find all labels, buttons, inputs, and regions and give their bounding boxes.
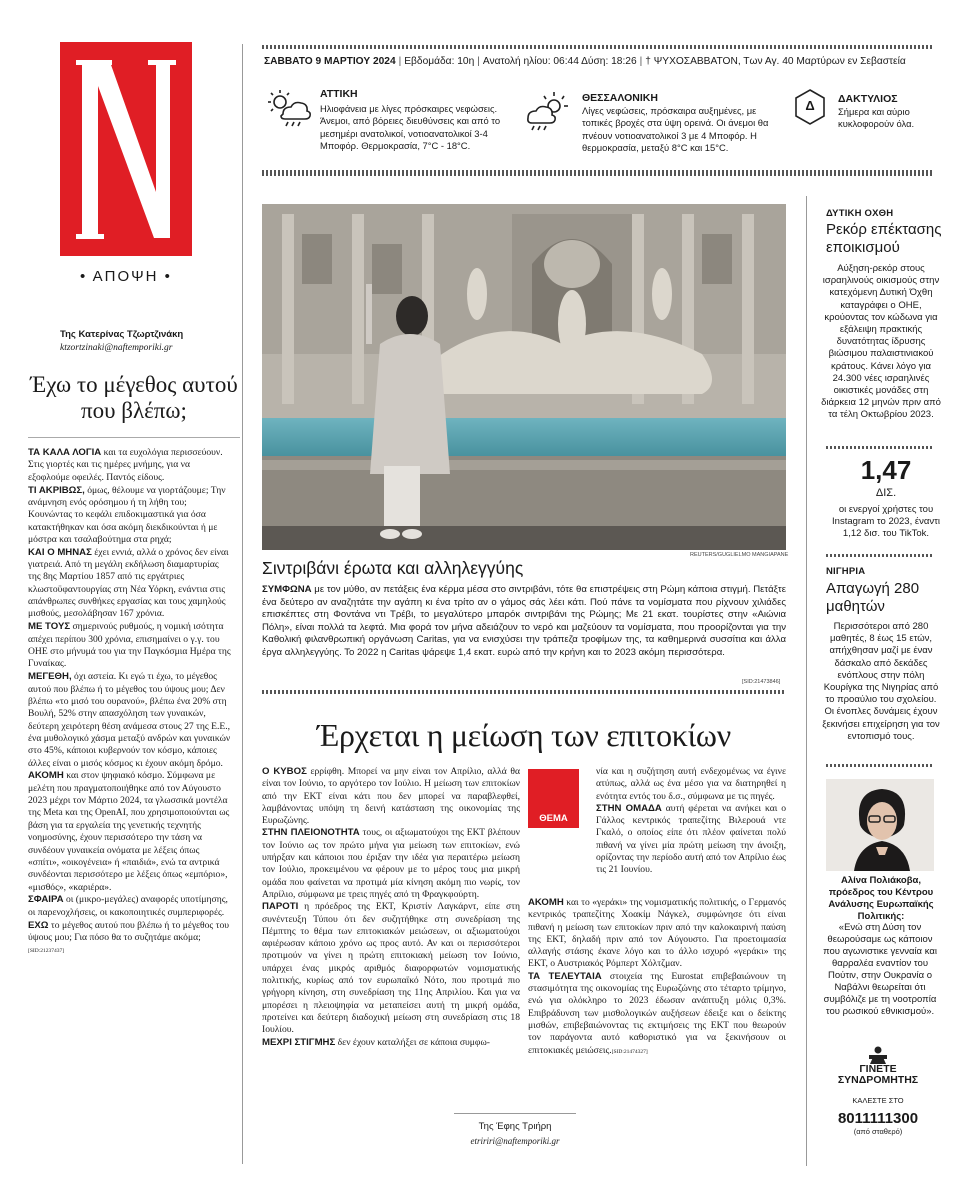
story-title: Απαγωγή 280 μαθητών [826, 580, 920, 615]
weather-name-attica: ΑΤΤΙΚΗ [320, 88, 358, 100]
author-name: Της Κατερίνας Τζωρτζινάκη [60, 329, 184, 340]
photo-credit: REUTERS/GUGLIELMO MANGIAPANE [690, 552, 789, 558]
article-paragraph: ΜΕΧΡΙ ΣΤΙΓΜΗΣ δεν έχουν καταλήξει σε κάποια συμφω- [262, 1036, 490, 1048]
traffic-ring-badge: Δ [805, 98, 815, 113]
article-paragraph: νία και η συζήτηση αυτή ενδεχομένως να έγινε ατύπως, αλλά ως ένα μέσο για να διατηρηθεί η ενότητα εντός του δ.σ., σύμφωνα με τις πηγές. [596, 766, 786, 802]
article-column-1 [262, 766, 520, 1049]
subscribe-phone[interactable]: 8011111300 [837, 1110, 919, 1127]
weather-text-attica: Ηλιοφάνεια με λίγες πρόσκαιρες νεφώσεις. Άνεμοι, από βόρειες διευθύνσεις και από το μεσημέρι ανατολικοί, νοτιοανατολικοί 3-4 Μποφόρ. Θερμοκρασία, 7°C - 18°C. [320, 103, 501, 152]
theme-tag: ΘΕΜΑ [528, 769, 579, 828]
quote-text: «Ενώ στη Δύση τον θεωρούσαμε ως κάποιον που αγωνιστικε γενναία και θαρραλέα εναντίον του Πούτιν, στην Ουκρανία ο Ναβάλνι θεωρείται ότι συμβόλιζε με τη νοοτροπία του ρωσικού εθνικισμού». [823, 922, 937, 1017]
logo [60, 42, 192, 256]
story-title: Ρεκόρ επέκτασης εποικισμού [826, 221, 942, 256]
article-title: Έρχεται η μείωση των επιτοκίων [317, 717, 731, 753]
week-number: Εβδομάδα: 10η [404, 56, 475, 67]
column-rule [242, 44, 243, 1164]
traffic-ring-icon [790, 88, 830, 128]
subscribe-call: ΚΑΛΕΣΤΕ ΣΤΟ [852, 1096, 904, 1105]
author-email[interactable]: ktzortzinaki@naftemporiki.gr [60, 343, 173, 353]
newspaper-reader-icon [826, 1046, 930, 1064]
section-label: • ΑΠΟΨΗ • [80, 268, 172, 285]
sid-code: [SID:21237437] [28, 948, 65, 955]
article-byline: Της Έφης Τριήρη [478, 1121, 552, 1132]
divider [262, 170, 934, 176]
column-rule [806, 196, 807, 1166]
article-column-2a [596, 766, 786, 877]
saint-of-day: † ΨΥΧΟΣΑΒΒΑΤΟΝ, Των Αγ. 40 Μαρτύρων εν Σεβαστεία [645, 56, 906, 67]
avatar [826, 779, 934, 871]
article-email[interactable]: etririri@naftemporiki.gr [470, 1136, 560, 1146]
article-paragraph: ΠΑΡΟΤΙ η πρόεδρος της ΕΚΤ, Κριστίν Λαγκάρντ, είπε στη συνέντευξη Τύπου ότι δεν συζητήθηκε στη συνεδρίαση της Πέμπτης το θέμα των επιτοκιακών μειώσεων, οι αξιωματούχοι αφιέρωσαν κάποιο χρόνο ως προς αυτό. Αν και οι περισσότεροι προτιμούν να γίνει η πρώτη επιτοκιακή μείωση τον Ιούνιο, υπάρχει ένας μικρός αριθμός διαφορφωτών νομισματικής πολιτικής, κυρίως από τον ευρωπαϊκό Νότο, που προτιμά πιο γρήγορη κίνηση, στη συνεδρίαση της 11ης Απριλίου. Και για να μπορέσει η πλειοψηφία να μεταπείσει αυτή τη μικρή ομάδα, προτείνει και δεύτερη διαδοχική μείωση στη συνεδρίαση στις 18 Ιουλίου. [262, 901, 520, 1036]
weather-name-thessaloniki: ΘΕΣΣΑΛΟΝΙΚΗ [582, 92, 658, 104]
subscribe-note: (από σταθερό) [853, 1127, 903, 1136]
opinion-paragraph: ΕΧΩ το μέγεθος αυτού που βλέπω ή το μέγεθος του ύψους μου; Για πόσο θα το συζητάμε ακόμα; [SID:21237437] [28, 919, 230, 955]
opinion-paragraph: ΚΑΙ Ο ΜΗΝΑΣ έχει εννιά, αλλά ο χρόνος δεν είναι γιατρειά. Από τη μεγάλη εκδήλωση διαμαρτυρίας της 8ης Μαρτίου 1857 από τις εργάτριες κλωστοϋφαντουργίας στη Νέα Υόρκη, ενάντια στις απάνθρωπες συνθήκες εργασίας και τους χαμηλούς μισθούς, μεσολάβησαν 167 χρόνια. [28, 546, 229, 620]
weather-text-thessaloniki: Λίγες νεφώσεις, πρόσκαιρα αυξημένες, με τοπικές βροχές στα ύψη ορεινά. Οι άνεμοι θα πνέουν νοτιοανατολικοί 3 με 4 Μποφόρ. Η θερμοκρασία, μεταξύ 8°C και 15°C. [582, 105, 769, 154]
sun-rain-icon [264, 88, 312, 128]
article-paragraph: ΣΤΗΝ ΠΛΕΙΟΝΟΤΗΤΑ τους, οι αξιωματούχοι της ΕΚΤ βλέπουν τον Ιούνιο ως τον πρώτο μήνα για μείωση των επιτοκίων, ενώ υπήρξαν και κάποιοι που έριξαν την ιδέα για περαιτέρω μείωση τον Ιούλιο, προκειμένου να φέρουν με το μέρος τους μια μικρή ομάδα που φαίνεται να προτιμά μία κίνηση ακόμη πιο νωρίς, τον Απρίλιο, σύμφωνα με τρεις πηγές από τη Φραγκφούρτη. [262, 827, 520, 900]
story-kicker: ΝΙΓΗΡΙΑ [826, 566, 866, 577]
photo-title: Σιντριβάνι έρωτα και αλληλεγγύης [262, 558, 524, 578]
logo-mark [60, 42, 192, 256]
stat-unit: ΔΙΣ. [875, 487, 897, 499]
stat-text: οι ενεργοί χρήστες του Instagram το 2023, έναντι 1,12 δισ. του TikTok. [832, 504, 940, 540]
story-text: Περισσότεροι από 280 μαθητές, 8 έως 15 ετών, απήχθησαν μαζί με έναν δάσκαλο από δεκάδες ενόπλους στην πόλη Κουρίγκα της Νιγηρίας από το προαύλιο του σχολείου. Οι ένοπλες δυνάμεις έχουν ξεκινήσει επιχείρηση για τον εντοπισμό τους. [822, 621, 940, 742]
divider [826, 446, 934, 449]
sid-code: [SID:21474327] [611, 1048, 648, 1055]
opinion-paragraph: ΜΕΓΕΘΗ, όχι αστεία. Κι εγώ τι έχω, το μέγεθος αυτού που βλέπω ή το μέγεθος του ύψους μου; Δεν βλέπω «το μισό του ουρανού», βλέπω ένα 20% στη Βουλή, 52% στην απασχόληση των γυναικών, δεύτερη χειρότερη θέση ανάμεσα στους 27 της Ε.Ε., ένα μυθολογικό χάσμα μεταξύ ανδρών και γυναικών στο 45%, κάποιοι κυβερνούν τον κόσμο, κάποιες άλλες είναι ο μισός κόσμος κι έχουν ακόμη δρόμο. [28, 671, 231, 769]
story-kicker: ΔΥΤΙΚΗ ΟΧΘΗ [826, 208, 894, 219]
opinion-body [28, 447, 232, 958]
opinion-paragraph: ΑΚΟΜΗ και στον ψηφιακό κόσμο. Σύμφωνα με μελέτη που πραγματοποιήθηκε από τον Αύγουστο 2023 μέχρι τον Μάρτιο 2024, τα γλωσσικά μοντέλα της Meta και της OpenAI, που χρησιμοποιούνται ως βάση για τα εργαλεία της γενετικής τεχνητής νοημοσύνης, έχουν περισσότερο την τάση να συνδέουν γυναικεία ονόματα με λέξεις όπως «σπίτι», «οικογένεια» ή «παιδιά», ενώ τα αντρικά συνδέονται περισσότερο με λέξεις όπως «εμπόριο», «μισθός», «καριέρα». [28, 770, 230, 893]
article-paragraph: ΑΚΟΜΗ και το «γεράκι» της νομισματικής πολιτικής, ο Γερμανός κεντρικός τραπεζίτης Χοακίμ Νάγκελ, συμφώνησε ότι είναι πιθανή η μείωση των επιτοκίων πριν από την καλοκαιρινή παύση της ΕΚΤ, δηλαδή πριν από τον Αύγουστο. Για προετοιμασία αλλαγής στάσης έκανε λόγο και το άλλο ισχυρό «γεράκι» της ΕΚΤ, ο Αυστριακός Ρόμπερτ Χόλτζμαν. [528, 897, 786, 970]
sid-code: [SID:21473846] [742, 679, 781, 685]
article-paragraph: ΣΤΗΝ ΟΜΑΔΑ αυτή φέρεται να ανήκει και ο Γάλλος κεντρικός τραπεζίτης Βιλερουά ντε Γκαλό, ο οποίος είπε ότι πλέον φαίνεται πολύ πιθανή να γίνει μία πρώτη μείωση την άνοιξη, ορίζοντας την περίοδο αυτή από τον Απρίλιο έως τις 21 Ιουνίου. [596, 802, 786, 876]
subscribe-title: ΓΙΝΕΤΕ ΣΥΝΔΡΟΜΗΤΗΣ [837, 1063, 919, 1086]
sun-times: Ανατολή ηλίου: 06:44 Δύση: 18:26 [482, 56, 637, 67]
weather-text-daktylios: Σήμερα και αύριο κυκλοφορούν όλα. [838, 106, 915, 130]
photo-caption: ΣΥΜΦΩΝΑ με τον μύθο, αν πετάξεις ένα κέρμα μέσα στο σιντριβάνι, τότε θα επιστρέψεις στη Ρώμη κάποια στιγμή. Πετάξτε ένα δεύτερο αν αναζητάτε την αγάπη κι ένα τρίτο αν ο γάμος σάς λέει κάτι. Πού πάνε τα νομίσματα που ρίχνουν χιλιάδες επισκέπτες στη Φοντάνα ντι Τρέβι, το μεγαλύτερο μπαρόκ σιντριβάνι της Ρώμης; Με 21 εκατ. τουρίστες στην «Αιώνια Πόλη», είναι πολλά τα λεφτά. Μια φορά τον μήνα αδειάζουν το νερό και μαζεύουν τα νομίσματα, που προορίζονται για την Καθολική φιλανθρωπική οργάνωση Caritas, για να ενισχύσει την τράπεζα τροφίμων της, τα καθημερινά συσσίτια και άλλα έργα αλληλεγγύης. Το 2022 η Caritas ψάρεψε 1,4 εκατ. ευρώ από την κρήνη και το 2023 ακόμη περισσότερα. [262, 584, 786, 658]
subscribe-box[interactable] [826, 1044, 930, 1151]
divider [262, 690, 786, 694]
divider [28, 437, 240, 438]
date-bar: ΣΑΒΒΑΤΟ 9 ΜΑΡΤΙΟΥ 2024 | Εβδομάδα: 10η | Ανατολή ηλίου: 06:44 Δύση: 18:26 | † ΨΥΧΟΣΑΒΒΑΤΟΝ, Των Αγ. 40 Μαρτύρων εν Σεβαστεία [264, 56, 906, 67]
opinion-paragraph: ΤΑ ΚΑΛΑ ΛΟΓΙΑ και τα ευχολόγια περισσεύουν. Στις γιορτές και τις ημέρες μνήμης, για να εξοφλούμε οφειλές. Παντός είδους. [28, 447, 223, 483]
article-paragraph: ΤΑ ΤΕΛΕΥΤΑΙΑ στοιχεία της Eurostat επιβεβαιώνουν τη στασιμότητα της οικονομίας της Ευρωζώνης στο τέταρτο τρίμηνο, ενώ για ολόκληρο το 2023 έδωσαν ανάπτυξη μόλις 0,3%. Επιβράδυνση των μισθολογικών αυξήσεων έδειξε και ο δείκτης μισθών, επιβεβαιώνοντας τις εκτιμήσεις της ΕΚΤ που θεωρούν τον παράγοντα αυτό καθοριστικό για να ξεκινήσουν οι επιτοκιακές μειώσεις.[SID:21474327] [528, 970, 787, 1056]
weather-name-daktylios: ΔΑΚΤΥΛΙΟΣ [838, 93, 898, 105]
opinion-paragraph: ΜΕ ΤΟΥΣ σημερινούς ρυθμούς, η νομική ισότητα απέχει περίπου 300 χρόνια, επισημαίνει ο γ.γ. του ΟΗΕ στο μήνυμά του για την Παγκόσμια Ημέρα της Γυναίκας. [28, 621, 231, 670]
opinion-title: Έχω το μέγεθος αυτού που βλέπω; [30, 372, 238, 423]
divider [826, 554, 934, 557]
divider [826, 764, 934, 767]
opinion-byline [60, 329, 240, 353]
story-text: Αύξηση-ρεκόρ στους ισραηλινούς οικισμούς στην κατεχόμενη Δυτική Όχθη καταγράφει ο ΟΗΕ, κρούοντας τον κώδωνα για εξάλειψη πρακτικής δυνατότητας ίδρυσης βιώσιμου παλαιστινιακού κράτους. Κάνει λόγο για 24.300 νέες ισραηλινές οικιστικές μονάδες στη διάρκεια 12 μηνών πριν από τα τέλη Οκτωβρίου 2023. [821, 263, 941, 421]
opinion-paragraph: ΤΙ ΑΚΡΙΒΩΣ, όμως, θέλουμε να γιορτάζουμε; Την ανάμνηση ενός ορόσημου ή τη λήθη του; Κουνώντας το κεφάλι επιδοκιμαστικά για όσα κατακτήθηκαν και όσα ακόμη διεκδικούνται ή με μόστρα και τσαλαβούτημα στα ρηχά; [28, 484, 226, 545]
issue-date: ΣΑΒΒΑΤΟ 9 ΜΑΡΤΙΟΥ 2024 [264, 56, 396, 67]
stat-value: 1,47 [860, 455, 912, 485]
article-paragraph: Ο ΚΥΒΟΣ ερρίφθη. Μπορεί να μην είναι τον Απρίλιο, αλλά θα είναι τον Ιούνιο, το αργότερο τον Ιούλιο. Η μείωση των επιτοκίων από την ΕΚΤ είναι κάτι που δεν μπορεί να παραβλεφθεί, λαμβάνοντας υπόψη τη δεινή κατάσταση της οικονομίας της Ευρωζώνης. [262, 766, 520, 827]
opinion-paragraph: ΣΦΑΙΡΑ οι (μικρο-μεγάλες) αναφορές υποτίμησης, οι παρενοχλήσεις, οι κακοποιητικές συμπεριφορές. [28, 894, 228, 918]
quote-speaker: Αλίνα Πολιάκοβα, πρόεδρος του Κέντρου Ανάλυσης Ευρωπαϊκής Πολιτικής: [828, 875, 934, 922]
trevi-fountain-photo [262, 204, 786, 550]
article-column-2b [528, 897, 786, 1058]
sun-cloud-rain-icon [524, 90, 570, 132]
divider [262, 45, 934, 49]
divider [454, 1113, 576, 1114]
